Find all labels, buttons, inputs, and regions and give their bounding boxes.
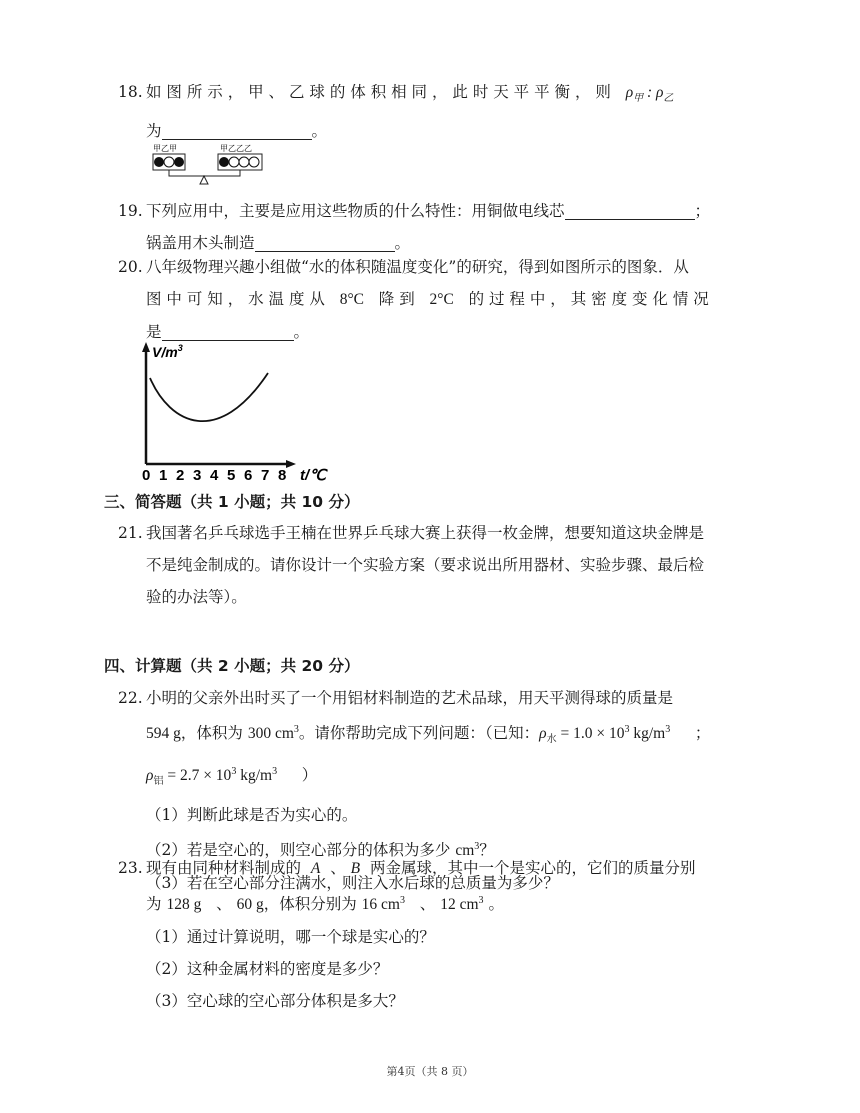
question-number: 23. (118, 859, 143, 877)
x-axis-label: t/℃ (300, 467, 327, 482)
tick-label: 4 (210, 467, 219, 482)
y-axis-label: $V/m^3$ (152, 343, 183, 360)
x-ticks (142, 467, 286, 482)
tick-label: 7 (261, 467, 270, 482)
tick-label: 0 (142, 467, 151, 482)
answer-blank[interactable] (162, 119, 312, 140)
question-number: 20. (118, 258, 143, 276)
balance-figure (150, 142, 280, 190)
tick-label: 1 (159, 467, 168, 482)
balance-left-label: 甲乙甲 (153, 144, 177, 153)
sub-question: （2）这种金属材料的密度是多少？ (146, 960, 389, 979)
tick-label: 6 (244, 467, 253, 482)
sub-question: （1）通过计算说明，哪一个球是实心的？ (146, 928, 435, 947)
section-3-title: 三、简答题（共 1 小题；共 10 分） (104, 493, 360, 511)
tick-label: 2 (176, 467, 185, 482)
answer-blank[interactable] (255, 231, 395, 252)
answer-blank[interactable] (565, 199, 695, 220)
sub-question: （3）若在空心部分注满水，则注入水后球的总质量为多少？ (146, 873, 559, 892)
volume-curve (150, 373, 268, 421)
answer-prefix: 为 (146, 122, 162, 141)
volume-temperature-graph (130, 340, 350, 482)
tick-label: 3 (193, 467, 202, 482)
tick-label: 8 (278, 467, 287, 482)
question-text: 如 图 所 示 ， 甲 、 乙 球 的 体 积 相 同 ， 此 时 天 平 平 衡 ， 则 (146, 83, 611, 101)
sub-question: （3）空心球的空心部分体积是多大？ (146, 992, 404, 1011)
question-18: 18. 如 图 所 示 ， 甲 、 乙 球 的 体 积 相 同 ， 此 时 天 平 平 衡 ， 则 $\rho_甲$ : $\rho_乙$ 为 。 (118, 76, 768, 147)
question-20: 20. 八年级物理兴趣小组做“水的体积随温度变化”的研究，得到如图所示的图象．从 图 中 可 知 ， 水 温 度 从 8°C 降 到 2°C 的 过 程 中 ， 其 密 度 变 化 情 况 是 。 (118, 251, 768, 348)
question-number: 18. (118, 83, 143, 101)
question-number: 22. (118, 689, 143, 707)
question-number: 21. (118, 524, 143, 542)
question-19: 19. 下列应用中，主要是应用这些物质的什么特性：用铜做电线芯 ； 锅盖用木头制造 。 (118, 195, 768, 259)
page-footer: 第4页（共 8 页） (386, 1065, 474, 1078)
sub-question: （2）若是空心的，则空心部分的体积为多少 $cm^3$？ (146, 840, 495, 859)
sub-question: （1）判断此球是否为实心的。 (146, 805, 358, 824)
question-23: 23. 现有由同种材料制成的 A 、 B 两金属球，其中一个是实心的，它们的质量分别 为 128 g 、 60 g，体积分别为 16 $cm^3$ 、 12 $cm^3$ 。 （1）通过计算说明，哪一个球是实心的？ （2）这种金属材料的密度是多少？ （3）空心球的空心部分体积是多大？ (118, 852, 768, 1017)
question-22: 22. 小明的父亲外出时买了一个用铝材料制造的艺术品球，用天平测得球的质量是 594 g，体积为 300 $cm^3$。请你帮助完成下列问题：（已知：$\rho_水 = 1.0 \times 10^3$ $kg/m^3$ ； $\rho_铝 = 2.7 \times 10^3$ $kg/m^3$ ） （1）判断此球是否为实心的。 （2）若是空心的，则空心部分的体积为多少 $cm^3$？ （3）若在空心部分注满水，则注入水后球的总质量为多少？ (118, 682, 768, 899)
balance-right-label: 甲乙乙乙 (220, 144, 252, 153)
density-ratio: $\rho_甲$ : $\rho_乙$ (625, 84, 674, 105)
section-4-title: 四、计算题（共 2 小题；共 20 分） (104, 657, 360, 675)
tick-label: 5 (227, 467, 236, 482)
question-number: 19. (118, 202, 143, 220)
question-21: 21. 我国著名乒乓球选手王楠在世界乒乓球大赛上获得一枚金牌，想要知道这块金牌是 不是纯金制成的。请你设计一个实验方案（要求说出所用器材、实验步骤、最后检 验的办法等）。 (118, 517, 768, 613)
answer-blank[interactable] (162, 320, 294, 341)
